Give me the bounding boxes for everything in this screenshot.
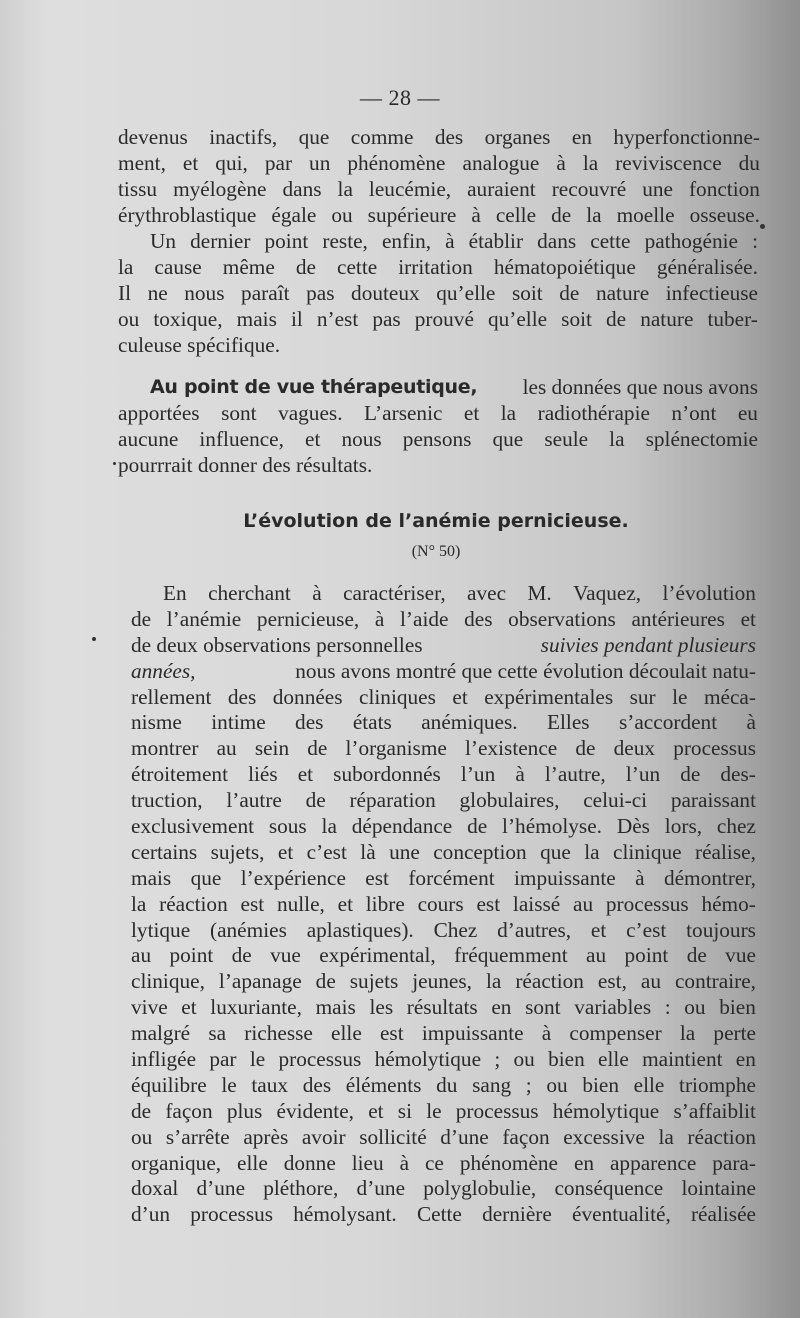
text-line: culeuse spécifique. xyxy=(118,332,281,357)
italic-run: années, xyxy=(131,658,196,683)
text-line: rellement des données cliniques et expérimentales sur le méca- xyxy=(131,684,756,709)
text-line: infligée par le processus hémolytique ; ou bien elle maintient en xyxy=(131,1047,756,1072)
text-line: apportées sont vagues. L’arsenic et la radiothérapie n’ont eu xyxy=(118,400,758,425)
italic-run: suivies pendant plusieurs xyxy=(540,632,756,657)
text-line: mais que l’expérience est forcément impuissante à démontrer, xyxy=(131,865,756,890)
text-run: les données que nous avons xyxy=(522,375,758,399)
text-line: Il ne nous paraît pas douteux qu’elle soit de nature infectieuse xyxy=(118,280,758,305)
therapeutic-lead: Au point de vue thérapeutique, xyxy=(150,376,478,398)
paragraph-3 xyxy=(118,375,758,479)
text-line: aucune influence, et nous pensons que seule la splénectomie xyxy=(118,426,758,451)
text-line: ment, et qui, par un phénomène analogue à la reviviscence du xyxy=(118,150,760,175)
text-line: devenus inactifs, que comme des organes en hyperfonctionne- xyxy=(118,125,760,149)
text-line: certains sujets, et c’est là une conception que la clinique réalise, xyxy=(131,839,756,864)
text-line: au point de vue expérimental, fréquemment au point de vue xyxy=(131,943,756,968)
scan-speck xyxy=(92,637,96,641)
text-line: clinique, l’apanage de sujets jeunes, la réaction est, au contraire, xyxy=(131,969,756,994)
text-line: ou s’arrête après avoir sollicité d’une façon excessive la réaction xyxy=(131,1124,756,1149)
text-run: de deux observations personnelles xyxy=(131,632,423,657)
text-line: Un dernier point reste, enfin, à établir dans cette pathogénie : xyxy=(150,229,758,253)
text-line: organique, elle donne lieu à ce phénomène en apparence para- xyxy=(131,1150,756,1175)
text-line: nisme intime des états anémiques. Elles s’accordent à xyxy=(131,710,756,735)
text-line: vive et luxuriante, mais les résultats en sont variables : ou bien xyxy=(131,995,756,1020)
text-line: étroitement liés et subordonnés l’un à l’autre, l’un de des- xyxy=(131,762,756,787)
text-line: d’un processus hémolysant. Cette dernière éventualité, réalisée xyxy=(131,1202,756,1227)
text-line: En cherchant à caractériser, avec M. Vaquez, l’évolution xyxy=(163,581,756,605)
text-line: de l’anémie pernicieuse, à l’aide des observations antérieures et xyxy=(131,606,756,631)
paragraph-1 xyxy=(118,125,760,229)
text-line: érythroblastique égale ou supérieure à celle de la moelle osseuse. xyxy=(118,202,760,227)
text-line: malgré sa richesse elle est impuissante à compenser la perte xyxy=(131,1021,756,1046)
text-line: exclusivement sous la dépendance de l’hémolyse. Dès lors, chez xyxy=(131,814,756,839)
text-line: tissu myélogène dans la leucémie, auraient recouvré une fonction xyxy=(118,176,760,201)
text-line: pourrrait donner des résultats. xyxy=(118,452,373,477)
text-line: la réaction est nulle, et libre cours est laissé au processus hémo- xyxy=(131,891,756,916)
text-line: truction, l’autre de réparation globulaires, celui-ci paraissant xyxy=(131,788,756,813)
text-line: équilibre le taux des éléments du sang ; ou bien elle triomphe xyxy=(131,1072,756,1097)
scan-speck xyxy=(113,462,116,465)
text-line xyxy=(131,659,756,685)
paragraph-4 xyxy=(131,581,756,1228)
text-line: la cause même de cette irritation hématopoiétique généralisée. xyxy=(118,254,758,279)
text-line xyxy=(118,375,758,401)
text-line xyxy=(131,633,756,659)
text-line: ou toxique, mais il n’est pas prouvé qu’elle soit de nature tuber- xyxy=(118,306,758,331)
text-line: de façon plus évidente, et si le processus hémolytique s’affaiblit xyxy=(131,1098,756,1123)
text-line: lytique (anémies aplastiques). Chez d’autres, et c’est toujours xyxy=(131,917,756,942)
text-line: doxal d’une pléthore, d’une polyglobulie, conséquence lointaine xyxy=(131,1176,756,1201)
section-heading: L’évolution de l’anémie pernicieuse. xyxy=(243,510,629,532)
paragraph-2 xyxy=(118,229,758,358)
text-run: nous avons montré que cette évolution découlait natu- xyxy=(295,658,756,683)
section-reference: (N° 50) xyxy=(411,543,461,560)
page-number: — 28 — xyxy=(360,85,440,110)
text-line: montrer au sein de l’organisme l’existence de deux processus xyxy=(131,736,756,761)
scan-speck xyxy=(760,224,765,229)
